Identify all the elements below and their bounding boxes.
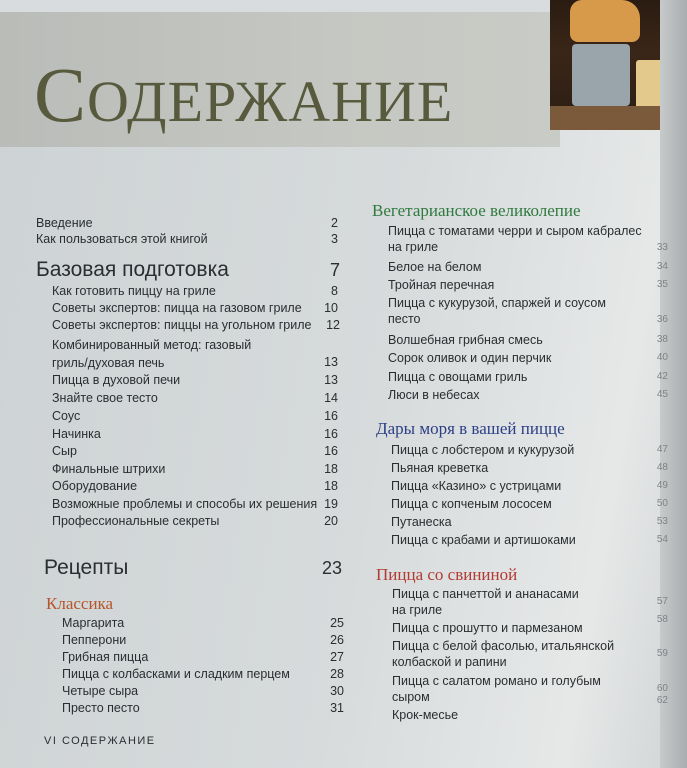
toc-label: Престо песто <box>62 701 140 715</box>
toc-entry[interactable] <box>62 700 344 716</box>
toc-page: 53 <box>656 516 668 527</box>
toc-entry[interactable] <box>392 614 668 636</box>
toc-label: Тройная перечная <box>388 278 495 292</box>
toc-page: 30 <box>330 684 344 698</box>
toc-page: 38 <box>656 334 668 345</box>
toc-entry[interactable] <box>52 426 338 442</box>
toc-entry[interactable] <box>62 649 344 665</box>
toc-entry[interactable] <box>52 283 338 299</box>
toc-entry[interactable] <box>52 390 338 406</box>
toc-label: Крок-месье <box>392 708 459 722</box>
toc-entry[interactable] <box>52 461 338 477</box>
toc-page: 3 <box>331 232 338 246</box>
toc-page: 28 <box>330 667 344 681</box>
heading-seafood[interactable]: Дары моря в вашей пицце <box>376 419 565 438</box>
toc-label: Пицца с томатами черри и сыром кабралес на гриле <box>388 224 642 254</box>
toc-page: 18 <box>324 462 338 476</box>
toc-page: 49 <box>656 480 668 491</box>
toc-entry[interactable] <box>52 496 338 512</box>
toc-page: 57 <box>656 596 668 607</box>
toc-entry[interactable] <box>388 350 668 366</box>
toc-label: Белое на белом <box>388 260 482 274</box>
toc-page: 33 <box>656 242 668 253</box>
toc-entry[interactable] <box>52 300 338 316</box>
toc-label: Пицца с копченым лососем <box>391 497 552 511</box>
toc-entry[interactable] <box>62 632 344 648</box>
toc-entry[interactable] <box>52 317 340 333</box>
toc-entry[interactable] <box>62 615 344 631</box>
section-page: 23 <box>321 558 342 578</box>
toc-label: Оборудование <box>52 479 138 493</box>
toc-entry[interactable] <box>388 223 668 256</box>
toc-page: 12 <box>326 318 340 332</box>
page-title: СОДЕРЖАНИЕ <box>34 51 454 138</box>
toc-page: 54 <box>656 534 668 545</box>
heading-pork[interactable]: Пицца со свининой <box>376 565 518 584</box>
section-recipes[interactable] <box>44 556 342 580</box>
toc-entry[interactable] <box>391 532 668 548</box>
toc-label: Маргарита <box>62 616 125 630</box>
toc-page: 14 <box>324 391 338 405</box>
toc-label: Как готовить пиццу на гриле <box>52 284 216 298</box>
toc-label: Волшебная грибная смесь <box>388 333 543 347</box>
toc-entry[interactable] <box>52 478 338 494</box>
toc-entry[interactable] <box>392 673 668 705</box>
toc-label: Пицца с салатом романо и голубым сыром <box>392 674 601 704</box>
toc-label: Четыре сыра <box>62 684 139 698</box>
toc-entry[interactable] <box>391 442 668 458</box>
cutting-board <box>550 106 660 130</box>
toc-entry[interactable] <box>392 695 668 723</box>
toc-label: Пицца с кукурузой, спаржей и соусом песто <box>388 296 606 326</box>
toc-label: Советы экспертов: пиццы на угольном гриле <box>52 318 312 332</box>
toc-entry[interactable] <box>388 277 668 293</box>
cheese-blue <box>572 44 630 106</box>
toc-label: Люси в небесах <box>388 388 480 402</box>
section-title: Базовая подготовка <box>36 258 229 281</box>
page-footer: VI СОДЕРЖАНИЕ <box>44 735 156 747</box>
toc-label: Советы экспертов: пицца на газовом гриле <box>52 301 302 315</box>
toc-entry[interactable] <box>52 443 338 459</box>
toc-label: Сыр <box>52 444 77 458</box>
toc-page: 16 <box>324 427 338 441</box>
toc-label: Соус <box>52 409 81 423</box>
toc-entry[interactable] <box>388 369 668 385</box>
toc-label: Как пользоваться этой книгой <box>36 232 208 246</box>
toc-entry[interactable] <box>388 295 668 328</box>
toc-entry[interactable] <box>62 666 344 682</box>
heading-classic[interactable]: Классика <box>46 594 114 613</box>
toc-entry[interactable] <box>62 683 344 699</box>
toc-label: Финальные штрихи <box>52 462 166 476</box>
toc-page: 42 <box>656 371 668 382</box>
section-basic[interactable] <box>36 258 340 282</box>
section-page: 7 <box>329 260 340 280</box>
toc-entry[interactable] <box>36 215 338 231</box>
toc-label: Пицца с колбасками и сладким перцем <box>62 667 290 681</box>
toc-label: Возможные проблемы и способы их решения <box>52 497 318 511</box>
toc-page: 19 <box>324 497 338 511</box>
toc-page: 35 <box>656 279 668 290</box>
toc-entry[interactable] <box>52 408 338 424</box>
toc-page: 13 <box>324 355 338 369</box>
toc-label: Введение <box>36 216 93 230</box>
toc-entry[interactable] <box>391 460 668 476</box>
toc-page: 20 <box>324 514 338 528</box>
toc-page: 40 <box>656 352 668 363</box>
toc-page: 36 <box>656 314 668 325</box>
toc-label: Пицца с овощами гриль <box>388 370 528 384</box>
toc-entry[interactable] <box>391 478 668 494</box>
toc-entry[interactable] <box>392 586 668 618</box>
toc-page: 50 <box>656 498 668 509</box>
toc-page: 10 <box>324 301 338 315</box>
toc-label: Грибная пицца <box>62 650 149 664</box>
toc-label: Пицца с белой фасолью, итальянской колбаской и рапини <box>392 639 615 669</box>
toc-page: 13 <box>324 373 338 387</box>
toc-entry[interactable] <box>391 514 668 530</box>
toc-label: Пепперони <box>62 633 127 647</box>
toc-page: 47 <box>656 444 668 455</box>
toc-page: 16 <box>324 409 338 423</box>
toc-label: Пицца «Казино» с устрицами <box>391 479 562 493</box>
toc-page: 31 <box>330 701 344 715</box>
toc-label: Пицца с прошутто и пармезаном <box>392 621 583 635</box>
toc-page: 34 <box>656 261 668 272</box>
toc-page: 62 <box>656 695 668 706</box>
cheese-wedge-orange <box>570 0 640 42</box>
toc-page: 25 <box>330 616 344 630</box>
toc-page: 8 <box>331 284 338 298</box>
toc-label: Сорок оливок и один перчик <box>388 351 552 365</box>
toc-entry[interactable] <box>388 332 668 348</box>
toc-label: Пьяная креветка <box>391 461 489 475</box>
toc-page: 16 <box>324 444 338 458</box>
toc-label: Знайте свое тесто <box>52 391 158 405</box>
toc-label: Профессиональные секреты <box>52 514 220 528</box>
toc-entry[interactable] <box>388 259 668 275</box>
toc-label: Комбинированный метод: газовый гриль/духовая печь <box>52 338 252 370</box>
toc-page: 27 <box>330 650 344 664</box>
toc-page: 2 <box>331 216 338 230</box>
toc-page: 58 <box>656 614 668 625</box>
toc-label: Пицца в духовой печи <box>52 373 181 387</box>
toc-page: 59 <box>656 648 668 659</box>
toc-entry[interactable] <box>391 496 668 512</box>
toc-label: Пицца с лобстером и кукурузой <box>391 443 575 457</box>
toc-entry[interactable] <box>388 387 668 403</box>
cheese-photo <box>550 0 660 130</box>
toc-entry[interactable] <box>52 513 338 529</box>
toc-page: 48 <box>656 462 668 473</box>
toc-label: Пицца с панчеттой и ананасами на гриле <box>392 587 579 617</box>
toc-entry[interactable] <box>52 336 338 372</box>
toc-label: Путанеска <box>391 515 452 529</box>
section-title: Рецепты <box>44 556 129 579</box>
toc-entry[interactable] <box>392 638 668 670</box>
toc-label: Пицца с крабами и артишоками <box>391 533 576 547</box>
toc-entry[interactable] <box>52 372 338 388</box>
toc-label: Начинка <box>52 427 101 441</box>
toc-page: 18 <box>324 479 338 493</box>
toc-page: 26 <box>330 633 344 647</box>
toc-page: 45 <box>656 389 668 400</box>
toc-entry[interactable] <box>36 231 338 247</box>
heading-vegetarian[interactable]: Вегетарианское великолепие <box>372 201 581 220</box>
toc-page: 60 <box>656 683 668 694</box>
